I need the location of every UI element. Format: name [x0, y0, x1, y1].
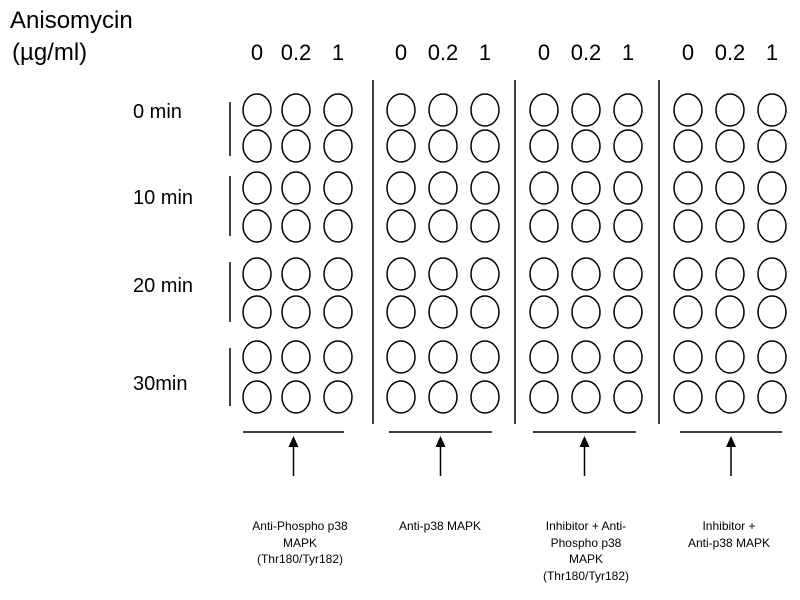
caption-line: Inhibitor + — [702, 519, 756, 533]
concentration-header: 1 — [621, 40, 635, 65]
well — [572, 296, 600, 328]
concentration-header: 0 — [250, 40, 264, 65]
concentration-header: 0 — [394, 40, 408, 65]
well — [429, 94, 457, 126]
well — [572, 210, 600, 242]
time-point-label: 30min — [133, 373, 188, 395]
well — [674, 341, 702, 373]
well — [530, 381, 558, 413]
well — [387, 381, 415, 413]
well — [716, 210, 744, 242]
caption-line: Phospho p38 — [550, 535, 622, 550]
well — [387, 210, 415, 242]
concentration-header: 1 — [478, 40, 492, 65]
well — [282, 172, 310, 204]
well — [572, 130, 600, 162]
well — [758, 381, 786, 413]
concentration-header: 0 — [537, 40, 551, 65]
well — [530, 172, 558, 204]
concentration-unit-label: (µg/ml) — [12, 39, 88, 66]
well — [614, 94, 642, 126]
well — [758, 94, 786, 126]
well — [429, 210, 457, 242]
concentration-header: 0.2 — [427, 40, 459, 65]
well — [282, 258, 310, 290]
well — [572, 258, 600, 290]
well — [614, 258, 642, 290]
caption-line: Inhibitor + Anti- — [545, 519, 627, 533]
well — [530, 296, 558, 328]
well — [387, 341, 415, 373]
arrow-head — [580, 436, 590, 447]
well — [572, 341, 600, 373]
well — [530, 210, 558, 242]
well — [716, 130, 744, 162]
well — [614, 210, 642, 242]
well — [243, 381, 271, 413]
well — [429, 130, 457, 162]
antibody-caption — [230, 518, 370, 568]
well — [429, 258, 457, 290]
concentration-header: 0.2 — [570, 40, 602, 65]
well — [758, 172, 786, 204]
well — [674, 130, 702, 162]
well — [674, 296, 702, 328]
well — [674, 381, 702, 413]
well — [758, 130, 786, 162]
arrow-head — [726, 436, 736, 447]
well — [387, 258, 415, 290]
well — [674, 94, 702, 126]
well — [282, 210, 310, 242]
well — [614, 172, 642, 204]
well — [572, 94, 600, 126]
well — [243, 210, 271, 242]
well — [387, 130, 415, 162]
well — [324, 258, 352, 290]
well — [282, 296, 310, 328]
well — [387, 172, 415, 204]
antibody-caption — [659, 518, 799, 551]
concentration-header: 0.2 — [714, 40, 746, 65]
well — [243, 94, 271, 126]
well — [530, 341, 558, 373]
well — [471, 296, 499, 328]
well — [530, 258, 558, 290]
well — [572, 172, 600, 204]
well — [429, 296, 457, 328]
well — [471, 341, 499, 373]
well — [243, 130, 271, 162]
well — [471, 258, 499, 290]
arrow-head — [436, 436, 446, 447]
well — [614, 296, 642, 328]
antibody-caption — [370, 518, 510, 535]
well — [530, 130, 558, 162]
well — [282, 130, 310, 162]
caption-line: MAPK — [282, 535, 317, 550]
well — [429, 172, 457, 204]
caption-line: MAPK — [568, 552, 603, 566]
concentration-header: 0.2 — [280, 40, 312, 65]
well — [758, 258, 786, 290]
well — [282, 94, 310, 126]
well — [572, 381, 600, 413]
well — [243, 341, 271, 373]
well — [243, 258, 271, 290]
well — [716, 341, 744, 373]
caption-line: (Thr180/Tyr182) — [542, 568, 630, 583]
caption-line: (Thr180/Tyr182) — [256, 552, 344, 566]
well — [324, 130, 352, 162]
well — [324, 381, 352, 413]
well — [471, 130, 499, 162]
time-point-label: 10 min — [133, 187, 194, 209]
well — [324, 341, 352, 373]
well — [387, 94, 415, 126]
well — [758, 341, 786, 373]
well — [674, 172, 702, 204]
well — [429, 381, 457, 413]
well — [716, 172, 744, 204]
well — [282, 381, 310, 413]
diagram-title: Anisomycin — [10, 7, 133, 34]
well — [674, 258, 702, 290]
well — [614, 130, 642, 162]
caption-line: Anti-Phospho p38 — [252, 519, 348, 533]
well — [243, 296, 271, 328]
well — [324, 94, 352, 126]
well — [324, 210, 352, 242]
well — [758, 210, 786, 242]
well — [614, 341, 642, 373]
well — [471, 94, 499, 126]
well — [716, 94, 744, 126]
well — [429, 341, 457, 373]
well — [614, 381, 642, 413]
time-point-label: 20 min — [133, 275, 194, 297]
antibody-caption — [516, 518, 656, 584]
time-point-label: 0 min — [133, 101, 182, 123]
arrow-head — [289, 436, 299, 447]
well — [758, 296, 786, 328]
concentration-header: 1 — [331, 40, 345, 65]
well — [471, 172, 499, 204]
caption-line: Anti-p38 MAPK — [398, 519, 482, 533]
well — [716, 296, 744, 328]
well — [716, 381, 744, 413]
concentration-header: 1 — [765, 40, 779, 65]
well — [324, 172, 352, 204]
well — [530, 94, 558, 126]
caption-line: Anti-p38 MAPK — [687, 535, 771, 550]
well — [282, 341, 310, 373]
well — [674, 210, 702, 242]
well — [716, 258, 744, 290]
well — [324, 296, 352, 328]
well — [471, 381, 499, 413]
well — [387, 296, 415, 328]
concentration-header: 0 — [681, 40, 695, 65]
well — [471, 210, 499, 242]
well — [243, 172, 271, 204]
